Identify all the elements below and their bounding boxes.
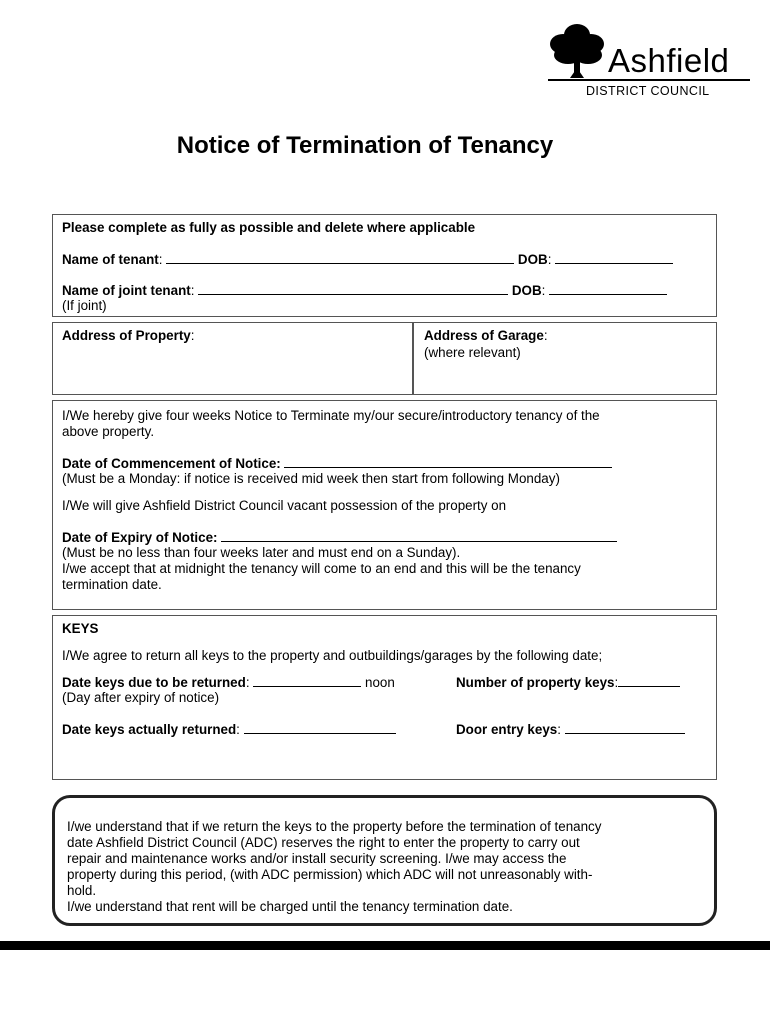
joint-tenant-row: Name of joint tenant: DOB:: [62, 282, 667, 299]
footer-bar: [0, 941, 770, 950]
expiry-date-field[interactable]: [221, 529, 617, 542]
tenant-label: Name of tenant: [62, 252, 159, 267]
expiry-row: [62, 529, 617, 546]
keys-heading: KEYS: [62, 621, 99, 636]
property-keys-label: Number of property keys: [456, 675, 615, 690]
property-keys-row: Number of property keys:: [456, 674, 680, 691]
keys-due-row: Date keys due to be returned: noon: [62, 675, 395, 690]
tenant-name-field[interactable]: [166, 251, 514, 264]
tenant-row: Name of tenant: DOB:: [62, 251, 673, 268]
expiry-label: Date of Expiry of Notice:: [62, 530, 218, 545]
instruction-text: Please complete as fully as possible and delete where applicable: [62, 220, 476, 235]
council-logo: [546, 22, 752, 106]
tree-icon: [546, 22, 608, 80]
commencement-note: (Must be a Monday: if notice is received mid week then start from following Monday): [62, 471, 560, 486]
joint-tenant-dob-field[interactable]: [549, 282, 667, 295]
logo-name: Ashfield: [608, 42, 730, 79]
access-notice-line1: I/we understand that if we return the keys to the property before the termination of tenancy: [67, 819, 602, 834]
logo-rule: [548, 79, 750, 81]
keys-actual-date-field[interactable]: [244, 721, 396, 734]
access-notice-line5: hold.: [67, 883, 97, 898]
address-garage-label: Address of Garage: [424, 328, 544, 343]
tenant-dob-field[interactable]: [555, 251, 673, 264]
keys-due-note: (Day after expiry of notice): [62, 690, 220, 705]
property-keys-field[interactable]: [618, 674, 680, 687]
vacant-possession-text: I/We will give Ashfield District Council vacant possession of the property on: [62, 498, 507, 513]
access-notice-line4: property during this period, (with ADC permission) which ADC will not unreasonably with-: [67, 867, 593, 882]
commencement-date-field[interactable]: [284, 455, 612, 468]
address-garage-label-row: Address of Garage:: [424, 328, 548, 343]
keys-due-label: Date keys due to be returned: [62, 675, 246, 690]
garage-note: (where relevant): [424, 345, 521, 360]
tenant-dob-label: DOB: [517, 252, 548, 267]
keys-actual-label: Date keys actually returned: [62, 722, 237, 737]
commencement-row: [62, 455, 612, 472]
door-keys-field[interactable]: [565, 721, 685, 734]
notice-text-line2: above property.: [62, 424, 155, 439]
door-keys-label: Door entry keys: [456, 722, 558, 737]
joint-note: (If joint): [62, 298, 107, 313]
keys-actual-row: Date keys actually returned:: [62, 721, 396, 738]
access-notice-line3: repair and maintenance works and/or install security screening. I/we may access the: [67, 851, 567, 866]
access-notice-line6: I/we understand that rent will be charged until the tenancy termination date.: [67, 899, 513, 914]
keys-due-date-field[interactable]: [253, 674, 361, 687]
expiry-note: (Must be no less than four weeks later and must end on a Sunday).: [62, 545, 461, 560]
page-title: Notice of Termination of Tenancy: [176, 132, 554, 159]
joint-tenant-label: Name of joint tenant: [62, 283, 191, 298]
door-keys-row: Door entry keys:: [456, 721, 685, 738]
logo-subtitle: DISTRICT COUNCIL: [586, 84, 710, 98]
address-property-label: Address of Property: [62, 328, 191, 343]
address-property-label-row: Address of Property:: [62, 328, 195, 343]
keys-agree-text: I/We agree to return all keys to the property and outbuildings/garages by the following date;: [62, 648, 603, 663]
notice-text-line1: I/We hereby give four weeks Notice to Terminate my/our secure/introductory tenancy of the: [62, 408, 600, 423]
joint-tenant-dob-label: DOB: [511, 283, 542, 298]
accept-text-line1: I/we accept that at midnight the tenancy will come to an end and this will be the tenancy: [62, 561, 581, 576]
noon-text: noon: [365, 675, 395, 690]
accept-text-line2: termination date.: [62, 577, 162, 592]
access-notice-line2: date Ashfield District Council (ADC) reserves the right to enter the property to carry out: [67, 835, 580, 850]
joint-tenant-name-field[interactable]: [198, 282, 508, 295]
commencement-label: Date of Commencement of Notice:: [62, 456, 281, 471]
